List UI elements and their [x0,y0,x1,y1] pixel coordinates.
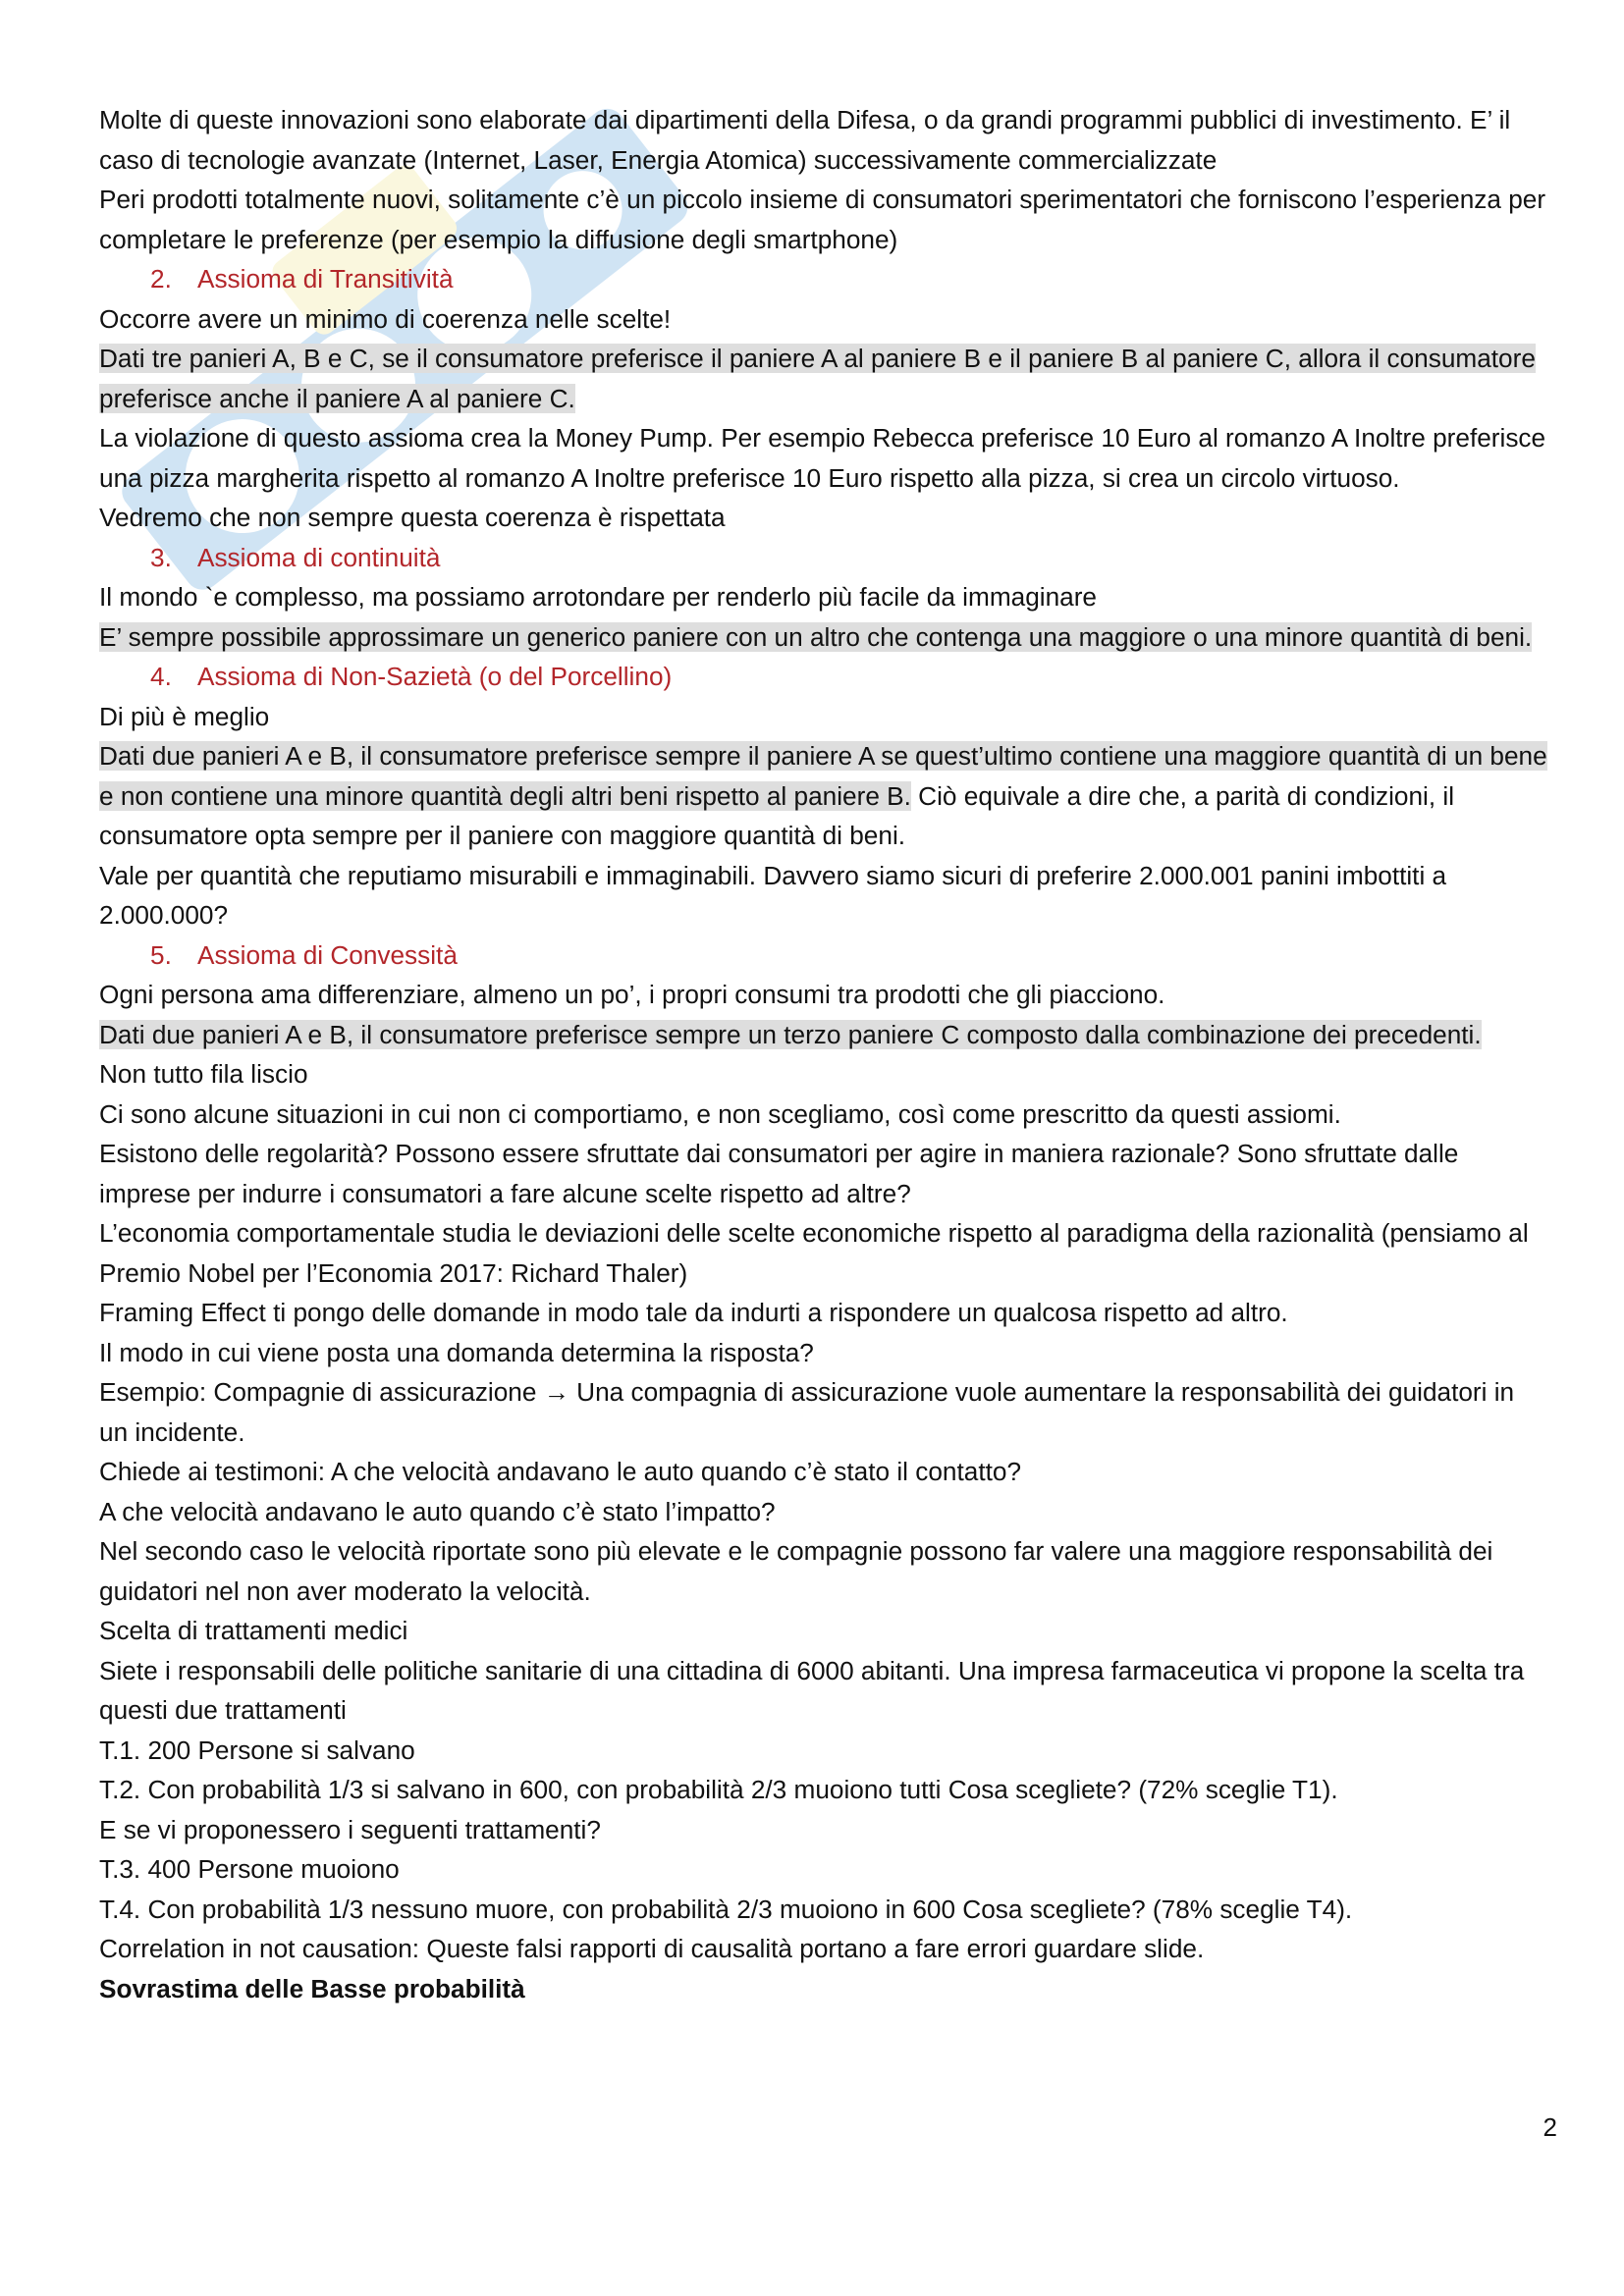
section-heading [99,538,1547,578]
section-heading [99,657,1547,697]
paragraph: Siete i responsabili delle politiche sanitarie di una cittadina di 6000 abitanti. Una impresa farmaceutica vi propone la scelta tra questi due trattamenti [99,1655,1525,1725]
paragraph: Chiede ai testimoni: A che velocità andavano le auto quando c’è stato il contatto? [99,1457,1022,1486]
paragraph: Occorre avere un minimo di coerenza nelle scelte! [99,303,672,334]
paragraph [99,736,1547,856]
paragraph: Non tutto fila liscio [99,1059,308,1089]
paragraph: Ogni persona ama differenziare, almeno un po’, i propri consumi tra prodotti che gli piacciono. [99,980,1165,1009]
paragraph: E se vi proponessero i seguenti trattamenti? [99,1814,601,1844]
highlighted-definition [99,1015,1547,1055]
heading-number: 4. [150,662,172,691]
paragraph: Nel secondo caso le velocità riportate sono più elevate e le compagnie possono far valere una maggiore responsabilità dei guidatori nel non aver moderato la velocità. [99,1536,1493,1606]
paragraph: T.2. Con probabilità 1/3 si salvano in 600, con probabilità 2/3 muoiono tutti Cosa scegliete? (72% sceglie T1). [99,1775,1338,1804]
paragraph: T.3. 400 Persone muoiono [99,1854,400,1884]
heading-number: 3. [150,542,172,572]
paragraph: Correlation in not causation: Queste falsi rapporti di causalità portano a fare errori guardare slide. [99,1934,1205,1963]
paragraph: Scelta di trattamenti medici [99,1616,408,1645]
highlighted-definition [99,339,1547,418]
heading-number: 2. [150,264,172,294]
heading-text: Assioma di Non-Sazietà (o del Porcellino) [197,662,673,691]
paragraph: T.4. Con probabilità 1/3 nessuno muore, con probabilità 2/3 muoiono in 600 Cosa scegliete? (78% sceglie T4). [99,1894,1353,1924]
paragraph: A che velocità andavano le auto quando c’è stato l’impatto? [99,1496,776,1526]
highlight-text: Dati due panieri A e B, il consumatore preferisce sempre un terzo paniere C composto dalla combinazione dei precedenti. [99,1019,1482,1049]
paragraph: Vale per quantità che reputiamo misurabili e immaginabili. Davvero siamo sicuri di preferire 2.000.001 panini imbottiti a 2.000.000? [99,860,1447,930]
paragraph: Di più è meglio [99,701,270,731]
paragraph: Esistono delle regolarità? Possono essere sfruttate dai consumatori per agire in maniera razionale? Sono sfruttate dalle imprese per indurre i consumatori a fare alcune scelte rispetto ad altre? [99,1139,1459,1208]
paragraph: Vedremo che non sempre questa coerenza è rispettata [99,503,726,532]
paragraph: La violazione di questo assioma crea la Money Pump. Per esempio Rebecca preferisce 10 Euro al romanzo A Inoltre preferisce una pizza margherita rispetto al romanzo A Inoltre preferisce 10 Euro rispetto alla pizza, si crea un circolo virtuoso. [99,423,1546,493]
paragraph: Molte di queste innovazioni sono elaborate dai dipartimenti della Difesa, o da grandi programmi pubblici di investimento. E’ il caso di tecnologie avanzate (Internet, Laser, Energia Atomica) successivamente commercializzate [99,105,1511,175]
highlight-text: Dati due panieri A e B, il consumatore preferisce sempre il paniere A se quest’ultimo contiene una maggiore quantità di un bene e non contiene una minore quantità degli altri beni rispetto al paniere B. [99,741,1547,811]
paragraph: L’economia comportamentale studia le deviazioni delle scelte economiche rispetto al paradigma della razionalità (pensiamo al Premio Nobel per l’Economia 2017: Richard Thaler) [99,1218,1529,1288]
highlighted-definition [99,617,1547,658]
paragraph: Il modo in cui viene posta una domanda determina la risposta? [99,1337,814,1367]
paragraph: Framing Effect ti pongo delle domande in modo tale da indurti a rispondere un qualcosa rispetto ad altro. [99,1298,1288,1327]
paragraph: T.1. 200 Persone si salvano [99,1735,415,1765]
highlight-text: Dati tre panieri A, B e C, se il consumatore preferisce il paniere A al paniere B e il paniere B al paniere C, allora il consumatore preferisce anche il paniere A al paniere C. [99,344,1536,413]
document-body [99,100,1547,2008]
heading-text: Assioma di Convessità [197,939,458,970]
paragraph: Il mondo `e complesso, ma possiamo arrotondare per renderlo più facile da immaginare [99,582,1097,612]
paragraph: Ci sono alcune situazioni in cui non ci comportiamo, e non scegliamo, così come prescritto da questi assiomi. [99,1098,1341,1129]
section-heading [99,259,1547,299]
heading-text: Assioma di Transitività [197,264,454,294]
page-number: 2 [1543,2112,1557,2142]
paragraph-text: Ciò equivale a dire che, a parità di condizioni, il consumatore opta sempre per il paniere con maggiore quantità di beni. [99,780,1455,850]
bold-subheading: Sovrastima delle Basse probabilità [99,1973,525,2003]
heading-number: 5. [150,939,172,970]
heading-text: Assioma di continuità [197,542,441,572]
paragraph: Esempio: Compagnie di assicurazione → Una compagnia di assicurazione vuole aumentare la responsabilità dei guidatori in un incidente. [99,1377,1515,1447]
highlight-text: E’ sempre possibile approssimare un generico paniere con un altro che contenga una maggiore o una minore quantità di beni. [99,621,1533,652]
paragraph: Peri prodotti totalmente nuovi, solitamente c’è un piccolo insieme di consumatori sperimentatori che forniscono l’esperienza per completare le preferenze (per esempio la diffusione degli smartphone) [99,185,1546,254]
section-heading [99,935,1547,976]
